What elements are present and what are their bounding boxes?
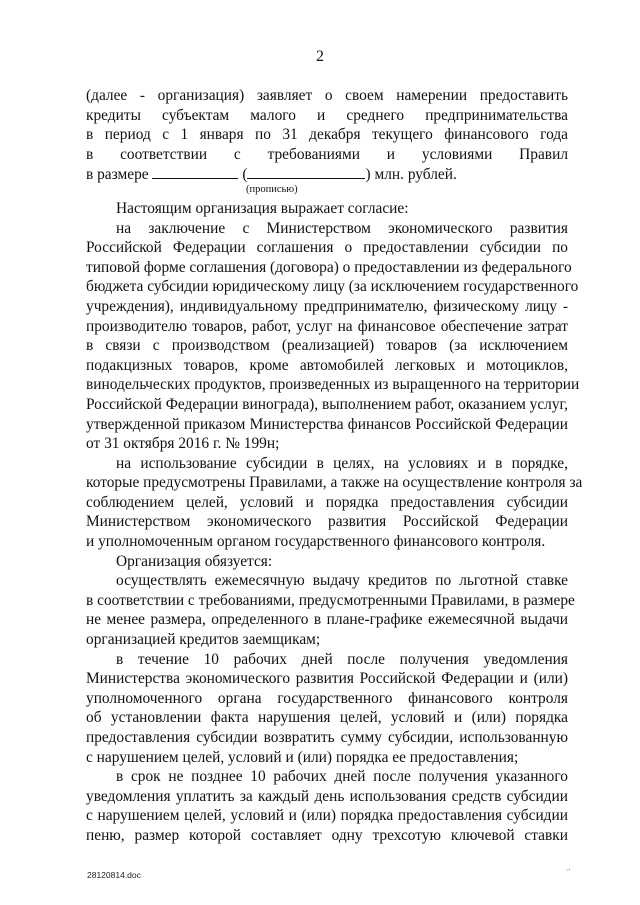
text-line: кредиты субъектам малого и среднего предпринимательства — [86, 106, 568, 124]
text-line: Министерства экономического развития Российской Федерации и (или) — [86, 670, 568, 688]
amount-paren-close: ) — [365, 166, 371, 184]
text-line: уполномоченного органа государственного финансового контроля — [86, 689, 568, 707]
consent-heading: Настоящим организация выражает согласие: — [116, 199, 409, 217]
text-line: винодельческих продуктов, произведенных из выращенного на территории — [86, 376, 580, 394]
amount-line — [86, 164, 568, 185]
corner-mark: ·⸱ — [566, 867, 571, 874]
text-line: уведомления уплатить за каждый день использования средств субсидии — [86, 787, 568, 805]
text-line: в течение 10 рабочих дней после получения уведомления — [116, 650, 568, 668]
text-line: не менее размера, определенного в плане-графике ежемесячной выдачи — [86, 611, 568, 629]
text-line: (далее - организация) заявляет о своем намерении предоставить — [86, 87, 568, 104]
text-line: в связи с производством (реализацией) товаров (за исключением — [86, 337, 568, 355]
text-line: в срок не позднее 10 рабочих дней после получения указанного — [116, 768, 568, 786]
text-line: с нарушением целей, условий и (или) порядка предоставления субсидии — [86, 807, 568, 825]
text-line: бюджета субсидии юридическому лицу (за исключением государственного — [86, 278, 579, 296]
page-number: 2 — [316, 48, 324, 65]
amount-suffix: млн. рублей. — [374, 166, 457, 184]
text-line: от 31 октября 2016 г. № 199н; — [86, 435, 280, 453]
amount-number-blank[interactable] — [152, 164, 238, 179]
text-line: Министерством экономического развития Российской Федерации — [86, 513, 568, 531]
amount-words-blank[interactable] — [247, 164, 365, 179]
text-line: и уполномоченным органом государственного финансового контроля. — [86, 533, 546, 551]
text-line: Российской Федерации соглашения о предоставлении субсидии по — [86, 239, 568, 257]
text-line: типовой форме соглашения (договора) о предоставлении из федерального — [86, 258, 572, 276]
text-line: Российской Федерации винограда), выполнением работ, оказанием услуг, — [86, 395, 568, 413]
text-line: на использование субсидии в целях, на условиях и в порядке, — [116, 454, 568, 472]
text-line: соблюдением целей, условий и порядка предоставления субсидии — [86, 493, 568, 511]
document-body — [86, 86, 583, 846]
text-line: производителю товаров, работ, услуг на финансовое обеспечение затрат — [86, 317, 568, 335]
text-line: с нарушением целей, условий и (или) порядка ее предоставления; — [86, 748, 519, 766]
amount-prefix: в размере — [86, 166, 149, 184]
text-line: на заключение с Министерством экономического развития — [116, 219, 568, 237]
text-line: утвержденной приказом Министерства финансов Российской Федерации — [86, 415, 568, 433]
text-line: пеню, размер которой составляет одну трехсотую ключевой ставки — [86, 826, 568, 844]
text-line: организацией кредитов заемщикам; — [86, 631, 321, 649]
text-line: в соответствии с требованиями, предусмотренными Правилами, в размере — [86, 591, 575, 609]
amount-caption: (прописью) — [246, 183, 298, 195]
text-line: в соответствии с требованиями и условиями Правил — [86, 145, 568, 163]
obligation-heading: Организация обязуется: — [116, 552, 273, 570]
text-line: в период с 1 января по 31 декабря текущего финансового года — [86, 126, 568, 144]
text-line: подакцизных товаров, кроме автомобилей легковых и мотоциклов, — [86, 356, 568, 374]
text-line: учреждения), индивидуальному предпринимателю, физическому лицу - — [86, 297, 568, 315]
text-line: которые предусмотрены Правилами, а также на осуществление контроля за — [86, 474, 583, 492]
text-line: предоставления субсидии возвратить сумму субсидии, использованную — [86, 729, 568, 746]
text-line: осуществлять ежемесячную выдачу кредитов по льготной ставке — [116, 572, 568, 590]
footer-filename: 28120814.doc — [87, 870, 141, 880]
amount-paren-open: ( — [242, 166, 248, 184]
text-line: об установлении факта нарушения целей, условий и (или) порядка — [86, 709, 568, 727]
